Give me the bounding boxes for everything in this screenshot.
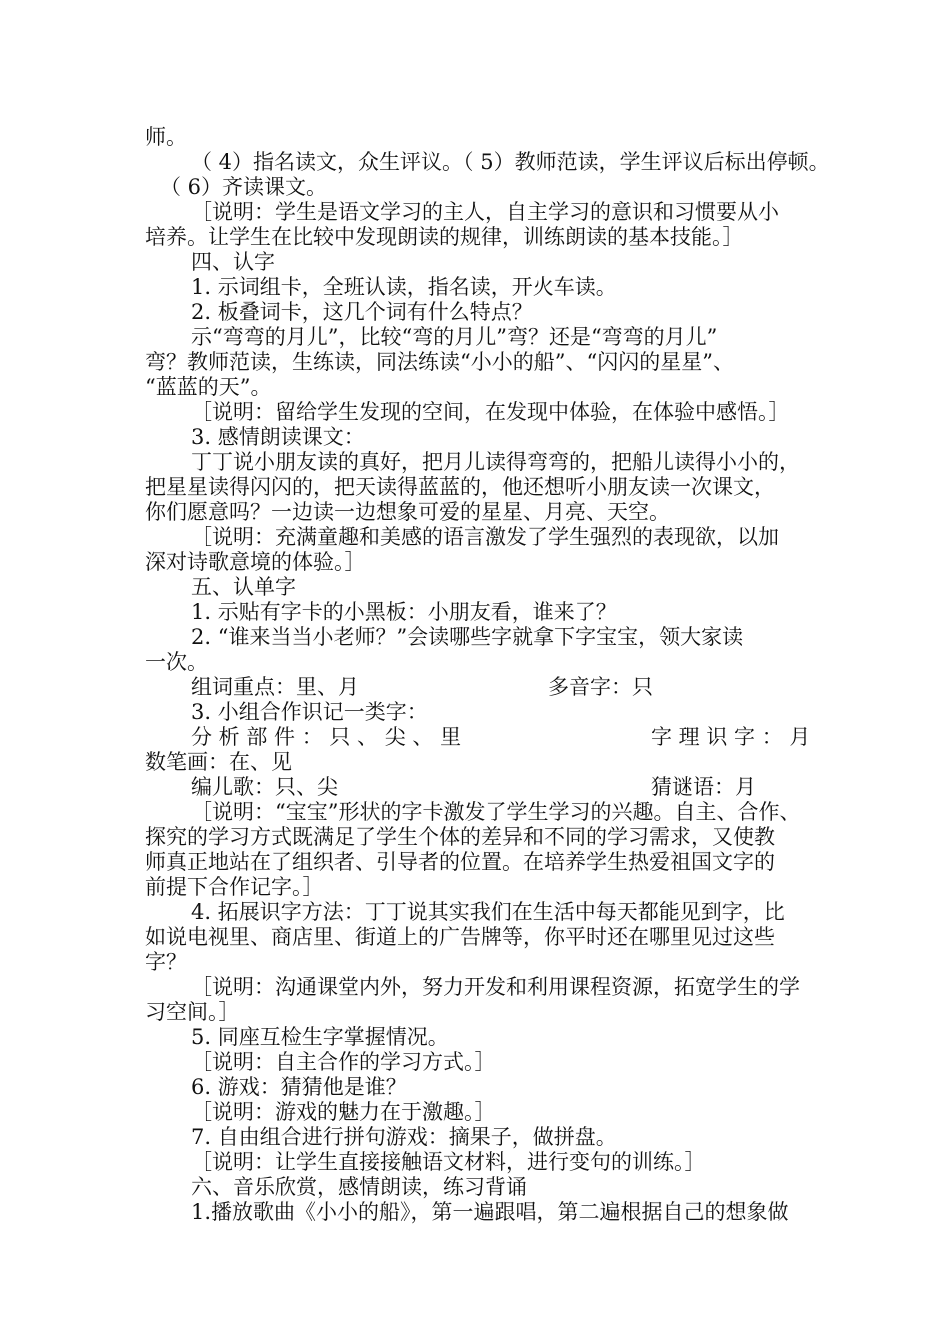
explanation-line: ［说明：留给学生发现的空间，在发现中体验，在体验中感悟。］ [191, 400, 790, 424]
text-line: 3. 感情朗读课文： [191, 425, 365, 449]
explanation-line: ［说明：自主合作的学习方式。］ [191, 1050, 496, 1074]
text-line: 示“弯弯的月儿”，比较“弯的月儿”弯？还是“弯弯的月儿” [191, 325, 718, 349]
section-heading: 六、音乐欣赏，感情朗读，练习背诵 [191, 1175, 527, 1199]
text-line: 编儿歌：只、尖 [191, 775, 338, 799]
text-line: （ 6）齐读课文。 [160, 175, 328, 199]
text-line: 多音字：只 [548, 675, 653, 699]
text-line: 你们愿意吗？一边读一边想象可爱的星星、月亮、天空。 [145, 500, 670, 524]
text-line: （ 4）指名读文，众生评议。（ 5）教师范读，学生评议后标出停顿。 [191, 150, 830, 174]
explanation-line: 师真正地站在了组织者、引导者的位置。在培养学生热爱祖国文字的 [145, 850, 775, 874]
text-line: 组词重点：里、月 [191, 675, 359, 699]
text-line: 7. 自由组合进行拼句游戏：摘果子，做拼盘。 [191, 1125, 617, 1149]
text-line: 字 理 识 字 ： 月 [651, 725, 811, 749]
text-line: 2. 板叠词卡，这几个词有什么特点？ [191, 300, 533, 324]
explanation-line: 培养。让学生在比较中发现朗读的规律，训练朗读的基本技能。］ [145, 225, 744, 249]
explanation-line: ［说明：“宝宝”形状的字卡激发了学生学习的兴趣。自主、合作、 [191, 800, 801, 824]
text-line: 把星星读得闪闪的，把天读得蓝蓝的，他还想听小朋友读一次课文， [145, 475, 775, 499]
explanation-line: 探究的学习方式既满足了学生个体的差异和不同的学习需求，又使教 [145, 825, 775, 849]
explanation-line: 习空间。］ [145, 1000, 240, 1024]
text-line: 分 析 部 件 ： 只 、 尖 、 里 [191, 725, 462, 749]
text-line: 师。 [145, 125, 187, 149]
explanation-line: ［说明：沟通课堂内外，努力开发和利用课程资源，拓宽学生的学 [191, 975, 800, 999]
section-heading: 四、认字 [191, 250, 275, 274]
text-line: 4. 拓展识字方法：丁丁说其实我们在生活中每天都能见到字，比 [191, 900, 785, 924]
text-line: 3. 小组合作识记一类字： [191, 700, 428, 724]
explanation-line: ［说明：游戏的魅力在于激趣。］ [191, 1100, 496, 1124]
text-line: 弯？教师范读，生练读，同法练读“小小的船”、“闪闪的星星”、 [145, 350, 734, 374]
explanation-line: 前提下合作记字。］ [145, 875, 324, 899]
explanation-line: ［说明：学生是语文学习的主人，自主学习的意识和习惯要从小 [191, 200, 779, 224]
text-line: 2. “谁来当当小老师？”会读哪些字就拿下字宝宝，领大家读 [191, 625, 744, 649]
explanation-line: 深对诗歌意境的体验。］ [145, 550, 366, 574]
text-line: 字？ [145, 950, 187, 974]
text-line: 丁丁说小朋友读的真好，把月儿读得弯弯的，把船儿读得小小的， [191, 450, 800, 474]
text-line: 猜谜语：月 [651, 775, 756, 799]
text-line: 1. 示词组卡，全班认读，指名读，开火车读。 [191, 275, 617, 299]
text-line: 1. 示贴有字卡的小黑板：小朋友看，谁来了？ [191, 600, 617, 624]
text-line: 5. 同座互检生字掌握情况。 [191, 1025, 449, 1049]
text-line: 如说电视里、商店里、街道上的广告牌等，你平时还在哪里见过这些 [145, 925, 775, 949]
text-line: “蓝蓝的天”。 [145, 375, 272, 399]
text-line: 6. 游戏：猜猜他是谁？ [191, 1075, 407, 1099]
text-line: 1.播放歌曲《小小的船》，第一遍跟唱，第二遍根据自己的想象做 [191, 1200, 789, 1224]
section-heading: 五、认单字 [191, 575, 296, 599]
text-line: 一次。 [145, 650, 208, 674]
explanation-line: ［说明：让学生直接接触语文材料，进行变句的训练。］ [191, 1150, 706, 1174]
explanation-line: ［说明：充满童趣和美感的语言激发了学生强烈的表现欲，以加 [191, 525, 779, 549]
text-line: 数笔画：在、见 [145, 750, 292, 774]
